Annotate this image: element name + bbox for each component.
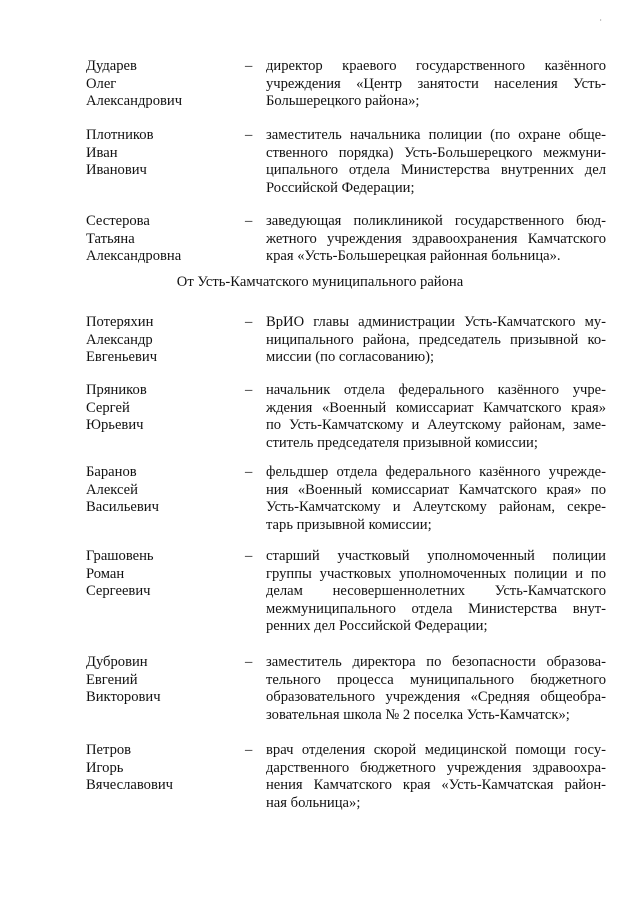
member-position: начальник отдела федерального казённого учре- ждения «Военный комиссариат Камчатского края» по Усть-Камчатскому и Алеутскому районам, заме- ститель председателя призывной комиссии; [266, 382, 606, 451]
dash: – [245, 213, 253, 229]
member-position: фельдшер отдела федерального казённого учрежде- ния «Военный комиссариат Камчатского края» по Усть-Камчатскому и Алеутскому районам, секре- тарь призывной комиссии; [266, 464, 606, 533]
dash: – [245, 314, 253, 330]
member-name: Грашовень Роман Сергеевич [86, 548, 154, 600]
dash: – [245, 548, 253, 564]
dash: – [245, 654, 253, 670]
member-position: старший участковый уполномоченный полиции группы участковых уполномоченных полиции и по делам несовершеннолетних Усть-Камчатского межмуниципального отдела Министерства внут- ренних дел Российской Федерации; [266, 548, 606, 635]
section-title: От Усть-Камчатского муниципального района [176, 274, 464, 290]
member-name: Плотников Иван Иванович [86, 127, 154, 179]
dash: – [245, 464, 253, 480]
member-position: заместитель начальника полиции (по охране обще- ственного порядка) Усть-Большерецкого межмуни- ципального отдела Министерства внутренних дел Российской Федерации; [266, 127, 606, 196]
member-position: заведующая поликлиникой государственного бюд- жетного учреждения здравоохранения Камчатского края «Усть-Большерецкая районная больница». [266, 213, 606, 265]
member-name: Дубровин Евгений Викторович [86, 654, 161, 706]
member-position: ВрИО главы администрации Усть-Камчатского му- ниципального района, председатель призывной ко- миссии (по согласованию); [266, 314, 606, 366]
dash: – [245, 58, 253, 74]
member-position: врач отделения скорой медицинской помощи госу- дарственного бюджетного учреждения здравоохра- нения Камчатского края «Усть-Камчатская район- ная больница»; [266, 742, 606, 811]
member-position: заместитель директора по безопасности образова- тельного процесса муниципального бюджетного образовательного учреждения «Средняя общеобра- зовательная школа № 2 поселка Усть-Камчатск»; [266, 654, 606, 723]
member-name: Потеряхин Александр Евгеньевич [86, 314, 158, 366]
corner-mark: · [599, 16, 602, 25]
member-position: директор краевого государственного казённого учреждения «Центр занятости населения Усть- Большерецкого района»; [266, 58, 606, 110]
member-name: Сестерова Татьяна Александровна [86, 213, 182, 265]
dash: – [245, 382, 253, 398]
member-name: Баранов Алексей Васильевич [86, 464, 159, 516]
member-name: Пряников Сергей Юрьевич [86, 382, 147, 434]
member-name: Петров Игорь Вячеславович [86, 742, 173, 794]
dash: – [245, 127, 253, 143]
member-name: Дударев Олег Александрович [86, 58, 183, 110]
dash: – [245, 742, 253, 758]
